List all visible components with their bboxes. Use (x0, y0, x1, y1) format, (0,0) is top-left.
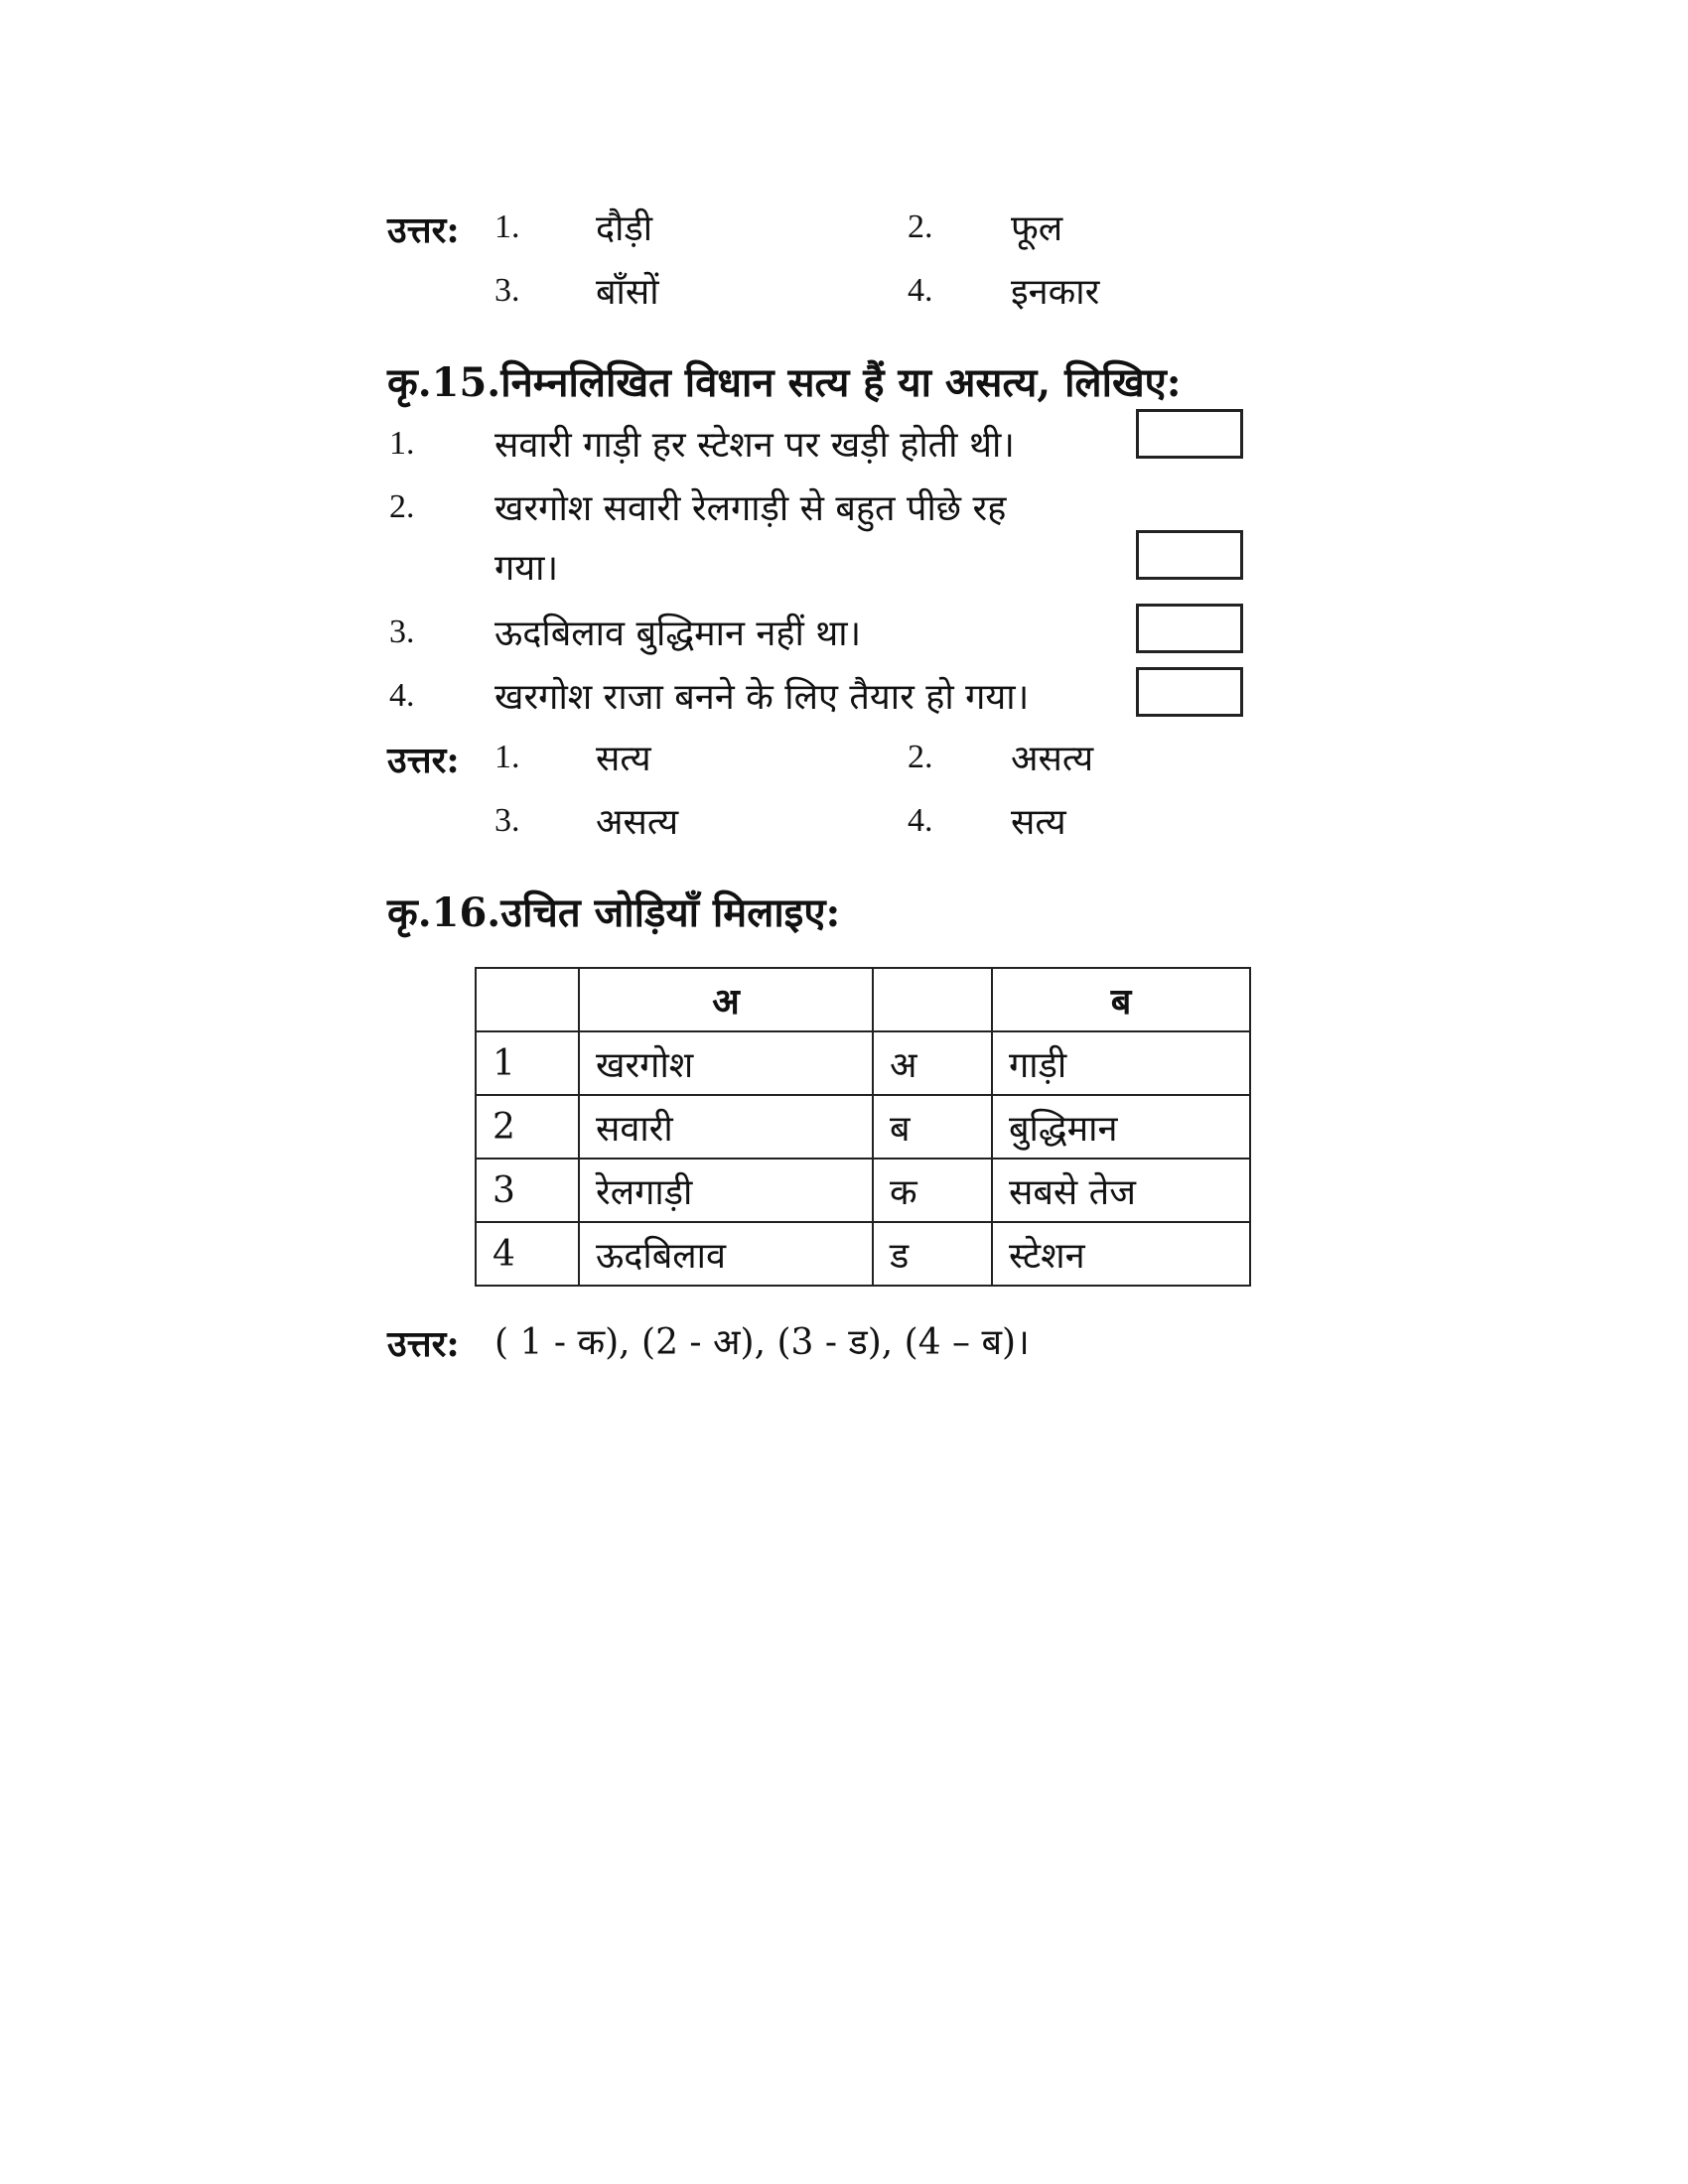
answer-item-number: 1. (494, 208, 520, 245)
table-row (476, 1095, 1250, 1159)
answer-label: उत्तर: (387, 209, 460, 251)
answer-item-number: 4. (908, 272, 933, 309)
table-header-cell (873, 968, 992, 1031)
answer-text: ( 1 - क), (2 - अ), (3 - ड), (4 – ब)। (494, 1322, 1030, 1363)
row-number: 3 (476, 1159, 579, 1222)
statement-text: खरगोश राजा बनने के लिए तैयार हो गया। (494, 677, 1030, 718)
answer-item-text: बाँसों (596, 272, 659, 313)
answer-label: उत्तर: (387, 1323, 460, 1365)
answer-box[interactable] (1136, 530, 1243, 580)
table-header-cell (476, 968, 579, 1031)
answer-item-text: दौड़ी (596, 208, 653, 249)
column-a-header: अ (579, 968, 873, 1031)
option-letter: क (873, 1159, 992, 1222)
question-heading: कृ.15.निम्नलिखित विधान सत्य हैं या असत्य, लिखिए: (387, 359, 1182, 406)
option-letter: अ (873, 1031, 992, 1095)
column-b-cell: गाड़ी (992, 1031, 1250, 1095)
answer-item-text: असत्य (596, 802, 679, 843)
table-row (476, 1031, 1250, 1095)
answer-label: उत्तर: (387, 740, 460, 781)
column-b-cell: स्टेशन (992, 1222, 1250, 1286)
column-a-cell: सवारी (579, 1095, 873, 1159)
statement-text-continued: गया। (494, 548, 559, 589)
answer-item-text: फूल (1011, 208, 1063, 249)
answer-item-number: 4. (908, 802, 933, 839)
table-row (476, 1159, 1250, 1222)
row-number: 1 (476, 1031, 579, 1095)
table-header-row (476, 968, 1250, 1031)
option-letter: ब (873, 1095, 992, 1159)
statement-number: 1. (389, 425, 415, 462)
answer-item-number: 2. (908, 208, 933, 245)
answer-box[interactable] (1136, 604, 1243, 653)
statement-number: 4. (389, 677, 415, 714)
question-heading: कृ.16.उचित जोड़ियाँ मिलाइए: (387, 889, 841, 936)
answer-item-number: 3. (494, 802, 520, 839)
column-b-header: ब (992, 968, 1250, 1031)
matching-table (475, 967, 1251, 1287)
column-b-cell: सबसे तेज (992, 1159, 1250, 1222)
statement-text: खरगोश सवारी रेलगाड़ी से बहुत पीछे रह (494, 488, 1007, 529)
column-a-cell: रेलगाड़ी (579, 1159, 873, 1222)
table-row (476, 1222, 1250, 1286)
statement-text: सवारी गाड़ी हर स्टेशन पर खड़ी होती थी। (494, 425, 1015, 466)
answer-item-text: इनकार (1011, 272, 1100, 313)
answer-box[interactable] (1136, 409, 1243, 459)
answer-item-number: 1. (494, 739, 520, 775)
answer-box[interactable] (1136, 667, 1243, 717)
statement-number: 2. (389, 488, 415, 525)
answer-item-number: 2. (908, 739, 933, 775)
answer-item-text: असत्य (1011, 739, 1094, 779)
answer-item-text: सत्य (596, 739, 651, 779)
statement-number: 3. (389, 614, 415, 650)
column-b-cell: बुद्धिमान (992, 1095, 1250, 1159)
statement-text: ऊदबिलाव बुद्धिमान नहीं था। (494, 614, 862, 654)
row-number: 4 (476, 1222, 579, 1286)
answer-item-number: 3. (494, 272, 520, 309)
column-a-cell: खरगोश (579, 1031, 873, 1095)
answer-item-text: सत्य (1011, 802, 1066, 843)
column-a-cell: ऊदबिलाव (579, 1222, 873, 1286)
row-number: 2 (476, 1095, 579, 1159)
option-letter: ड (873, 1222, 992, 1286)
